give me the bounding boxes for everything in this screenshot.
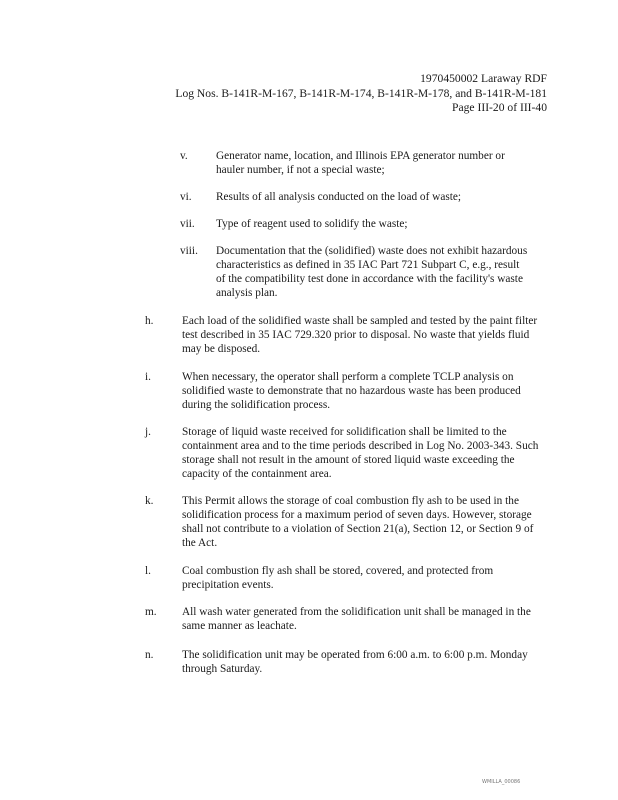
item-text: Type of reagent used to solidify the waste;	[216, 218, 408, 230]
list-item-viii	[180, 244, 540, 304]
item-marker: j.	[145, 426, 151, 438]
header-log-numbers: Log Nos. B-141R-M-167, B-141R-M-174, B-141R-M-178, and B-141R-M-181	[175, 86, 547, 100]
list-item-vii	[180, 217, 540, 233]
list-item-i	[145, 370, 555, 414]
header-permit-id: 1970450002 Laraway RDF	[420, 72, 547, 85]
list-item-j	[145, 425, 555, 483]
list-item-n	[145, 648, 555, 678]
item-text: Coal combustion fly ash shall be stored, covered, and protected from precipitation events.	[182, 565, 494, 591]
item-text: The solidification unit may be operated from 6:00 a.m. to 6:00 p.m. Monday through Saturday.	[182, 649, 528, 675]
item-text: When necessary, the operator shall perform a complete TCLP analysis on solidified waste to demonstrate that no hazardous waste has been produced during the solidification process.	[182, 371, 521, 411]
list-item-k	[145, 494, 555, 552]
item-marker: vi.	[180, 191, 192, 203]
item-text: Storage of liquid waste received for solidification shall be limited to the containment area and to the time periods described in Log No. 2003-343. Such storage shall not result in the amount of stored liquid waste exceeding the capacity of the containment area.	[182, 426, 539, 480]
list-item-v	[180, 149, 540, 179]
item-marker: viii.	[180, 245, 198, 257]
item-marker: h.	[145, 315, 154, 327]
item-marker: vii.	[180, 218, 195, 230]
item-text: Documentation that the (solidified) waste does not exhibit hazardous characteristics as defined in 35 IAC Part 721 Subpart C, e.g., result of the compatibility test done in accordance with the facility's waste analysis plan.	[216, 245, 528, 299]
item-marker: i.	[145, 371, 151, 383]
bates-stamp: WMILLA_00086	[482, 779, 521, 785]
item-marker: n.	[145, 649, 154, 661]
item-marker: l.	[145, 565, 151, 577]
list-item-vi	[180, 190, 540, 206]
list-item-h	[145, 314, 555, 358]
item-text: Results of all analysis conducted on the load of waste;	[216, 191, 462, 203]
list-item-m	[145, 605, 555, 635]
page-header	[175, 72, 547, 116]
item-text: This Permit allows the storage of coal combustion fly ash to be used in the solidification process for a maximum period of seven days. However, storage shall not contribute to a violation of Section 21(a), Section 12, or Section 9 of the Act.	[182, 495, 534, 549]
item-marker: k.	[145, 495, 154, 507]
item-text: Generator name, location, and Illinois EPA generator number or hauler number, if not a special waste;	[216, 150, 505, 176]
item-marker: v.	[180, 150, 188, 162]
item-text: All wash water generated from the solidification unit shall be managed in the same manner as leachate.	[182, 606, 531, 632]
item-text: Each load of the solidified waste shall be sampled and tested by the paint filter test described in 35 IAC 729.320 prior to disposal. No waste that yields fluid may be disposed.	[182, 315, 538, 355]
header-page-number: Page III-20 of III-40	[452, 101, 547, 114]
item-marker: m.	[145, 606, 157, 618]
list-item-l	[145, 564, 555, 594]
